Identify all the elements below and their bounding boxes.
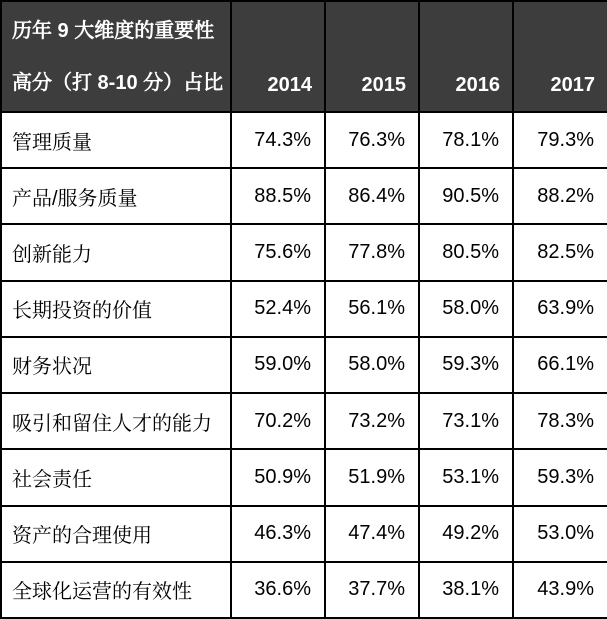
row-label: 社会责任 <box>1 449 231 505</box>
cell-value: 80.5% <box>419 224 513 280</box>
row-label: 资产的合理使用 <box>1 506 231 562</box>
cell-value: 59.0% <box>231 337 325 393</box>
row-label: 创新能力 <box>1 224 231 280</box>
table-row <box>1 224 607 280</box>
column-header-2017: 2017 <box>513 1 607 112</box>
cell-value: 59.3% <box>513 449 607 505</box>
column-header-2016: 2016 <box>419 1 513 112</box>
row-label: 管理质量 <box>1 112 231 168</box>
cell-value: 37.7% <box>325 562 419 618</box>
table-row <box>1 506 607 562</box>
table-row <box>1 112 607 168</box>
row-label: 吸引和留住人才的能力 <box>1 393 231 449</box>
table-row <box>1 168 607 224</box>
cell-value: 51.9% <box>325 449 419 505</box>
cell-value: 50.9% <box>231 449 325 505</box>
cell-value: 88.2% <box>513 168 607 224</box>
cell-value: 47.4% <box>325 506 419 562</box>
cell-value: 59.3% <box>419 337 513 393</box>
cell-value: 74.3% <box>231 112 325 168</box>
cell-value: 76.3% <box>325 112 419 168</box>
table-row <box>1 449 607 505</box>
table-title-line-2: 高分（打 8-10 分）占比 <box>12 71 224 94</box>
cell-value: 36.6% <box>231 562 325 618</box>
cell-value: 79.3% <box>513 112 607 168</box>
cell-value: 56.1% <box>325 281 419 337</box>
cell-value: 90.5% <box>419 168 513 224</box>
table-title-cell <box>1 1 231 112</box>
table-row <box>1 281 607 337</box>
cell-value: 66.1% <box>513 337 607 393</box>
cell-value: 52.4% <box>231 281 325 337</box>
row-label: 全球化运营的有效性 <box>1 562 231 618</box>
cell-value: 58.0% <box>419 281 513 337</box>
cell-value: 53.0% <box>513 506 607 562</box>
cell-value: 75.6% <box>231 224 325 280</box>
cell-value: 46.3% <box>231 506 325 562</box>
cell-value: 43.9% <box>513 562 607 618</box>
row-label: 财务状况 <box>1 337 231 393</box>
row-label: 产品/服务质量 <box>1 168 231 224</box>
table-title-line-1: 历年 9 大维度的重要性 <box>12 19 215 42</box>
cell-value: 49.2% <box>419 506 513 562</box>
cell-value: 78.3% <box>513 393 607 449</box>
cell-value: 86.4% <box>325 168 419 224</box>
header-row <box>1 1 607 112</box>
cell-value: 77.8% <box>325 224 419 280</box>
table-row <box>1 337 607 393</box>
cell-value: 38.1% <box>419 562 513 618</box>
cell-value: 70.2% <box>231 393 325 449</box>
cell-value: 58.0% <box>325 337 419 393</box>
table-row <box>1 393 607 449</box>
cell-value: 63.9% <box>513 281 607 337</box>
column-header-2015: 2015 <box>325 1 419 112</box>
column-header-2014: 2014 <box>231 1 325 112</box>
cell-value: 73.1% <box>419 393 513 449</box>
cell-value: 78.1% <box>419 112 513 168</box>
row-label: 长期投资的价值 <box>1 281 231 337</box>
table-header <box>1 1 607 112</box>
cell-value: 82.5% <box>513 224 607 280</box>
cell-value: 73.2% <box>325 393 419 449</box>
table-body <box>1 112 607 618</box>
cell-value: 53.1% <box>419 449 513 505</box>
cell-value: 88.5% <box>231 168 325 224</box>
table-row <box>1 562 607 618</box>
